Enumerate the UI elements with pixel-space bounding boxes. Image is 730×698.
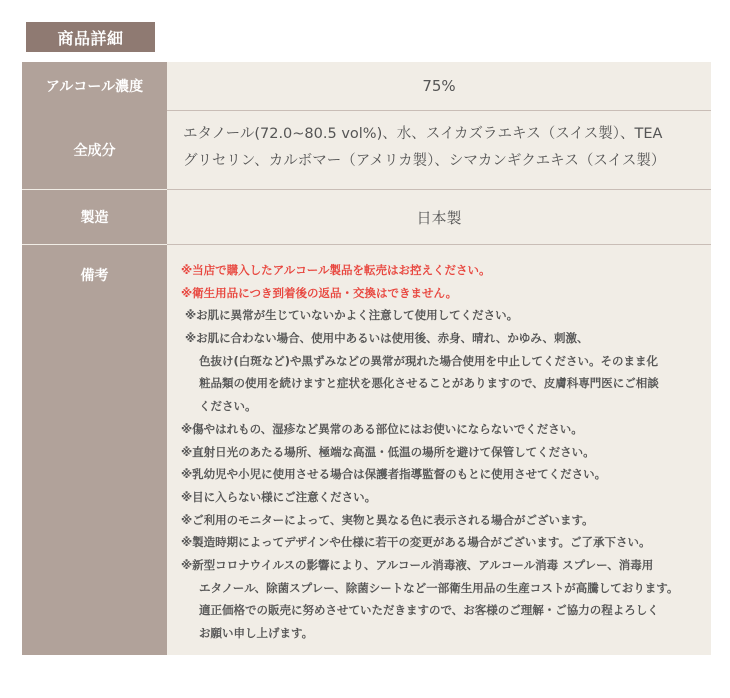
- notes-label: 備考: [22, 245, 167, 655]
- ingredients-label: 全成分: [22, 110, 167, 189]
- notes-line: ※ご利用のモニターによって、実物と異なる色に表示される場合がございます。: [181, 512, 594, 527]
- notes-line: お願い申し上げます。: [199, 626, 314, 640]
- notes-line: ※傷やはれもの、湿疹など異常のある部位にはお使いにならないでください。: [181, 421, 583, 436]
- ingredients-value: [167, 111, 711, 189]
- section-title: 商品詳細: [26, 22, 155, 52]
- notes-line: ※乳幼児や小児に使用させる場合は保護者指導監督のもとに使用させてください。: [181, 467, 607, 482]
- manufacture-value: 日本製: [416, 208, 462, 227]
- notes-line: 粧品類の使用を続けますと症状を悪化させることがありますので、皮膚科専門医にご相談: [199, 376, 659, 391]
- product-details-table: [22, 62, 711, 655]
- manufacture-label: 製造: [22, 190, 167, 244]
- notes-line: ※目に入らない様にご注意ください。: [181, 489, 377, 504]
- ingredients-line: エタノール(72.0~80.5 vol%)、水、スイカズラエキス（スイス製）、TEA: [183, 126, 663, 142]
- notes-line: エタノール、除菌スプレー、除菌シートなど一部衛生用品の生産コストが高騰しております。: [199, 580, 679, 595]
- notes-line: 適正価格での販売に努めさせていただきますので、お客様のご理解・ご協力の程よろしく: [199, 603, 659, 618]
- notes-line: 色抜け(白斑など)や黒ずみなどの異常が現れた場合使用を中止してください。そのまま化: [199, 353, 659, 368]
- notes-line: ※お肌に合わない場合、使用中あるいは使用後、赤身、晴れ、かゆみ、刺激、: [185, 331, 589, 346]
- notes-line: ※新型コロナウイルスの影響により、アルコール消毒液、アルコール消毒 スプレー、消毒用: [181, 557, 654, 572]
- alcohol-label: アルコール濃度: [22, 62, 167, 110]
- notes-line: ※直射日光のあたる場所、極端な高温・低温の場所を避けて保管してください。: [181, 444, 595, 459]
- notes-value: [167, 245, 711, 655]
- notes-line-warning: ※衛生用品につき到着後の返品・交換はできません。: [181, 285, 458, 300]
- notes-line: ください。: [199, 399, 257, 414]
- notes-line-warning: ※当店で購入したアルコール製品を転売はお控えください。: [181, 263, 491, 277]
- notes-line: ※お肌に異常が生じていないかよく注意して使用してください。: [185, 308, 519, 323]
- notes-line: ※製造時期によってデザインや仕様に若干の変更がある場合がございます。ご了承下さい。: [181, 535, 651, 550]
- ingredients-line: グリセリン、カルボマー（アメリカ製）、シマカンギクエキス（スイス製）: [183, 153, 666, 169]
- alcohol-value: 75%: [422, 77, 456, 95]
